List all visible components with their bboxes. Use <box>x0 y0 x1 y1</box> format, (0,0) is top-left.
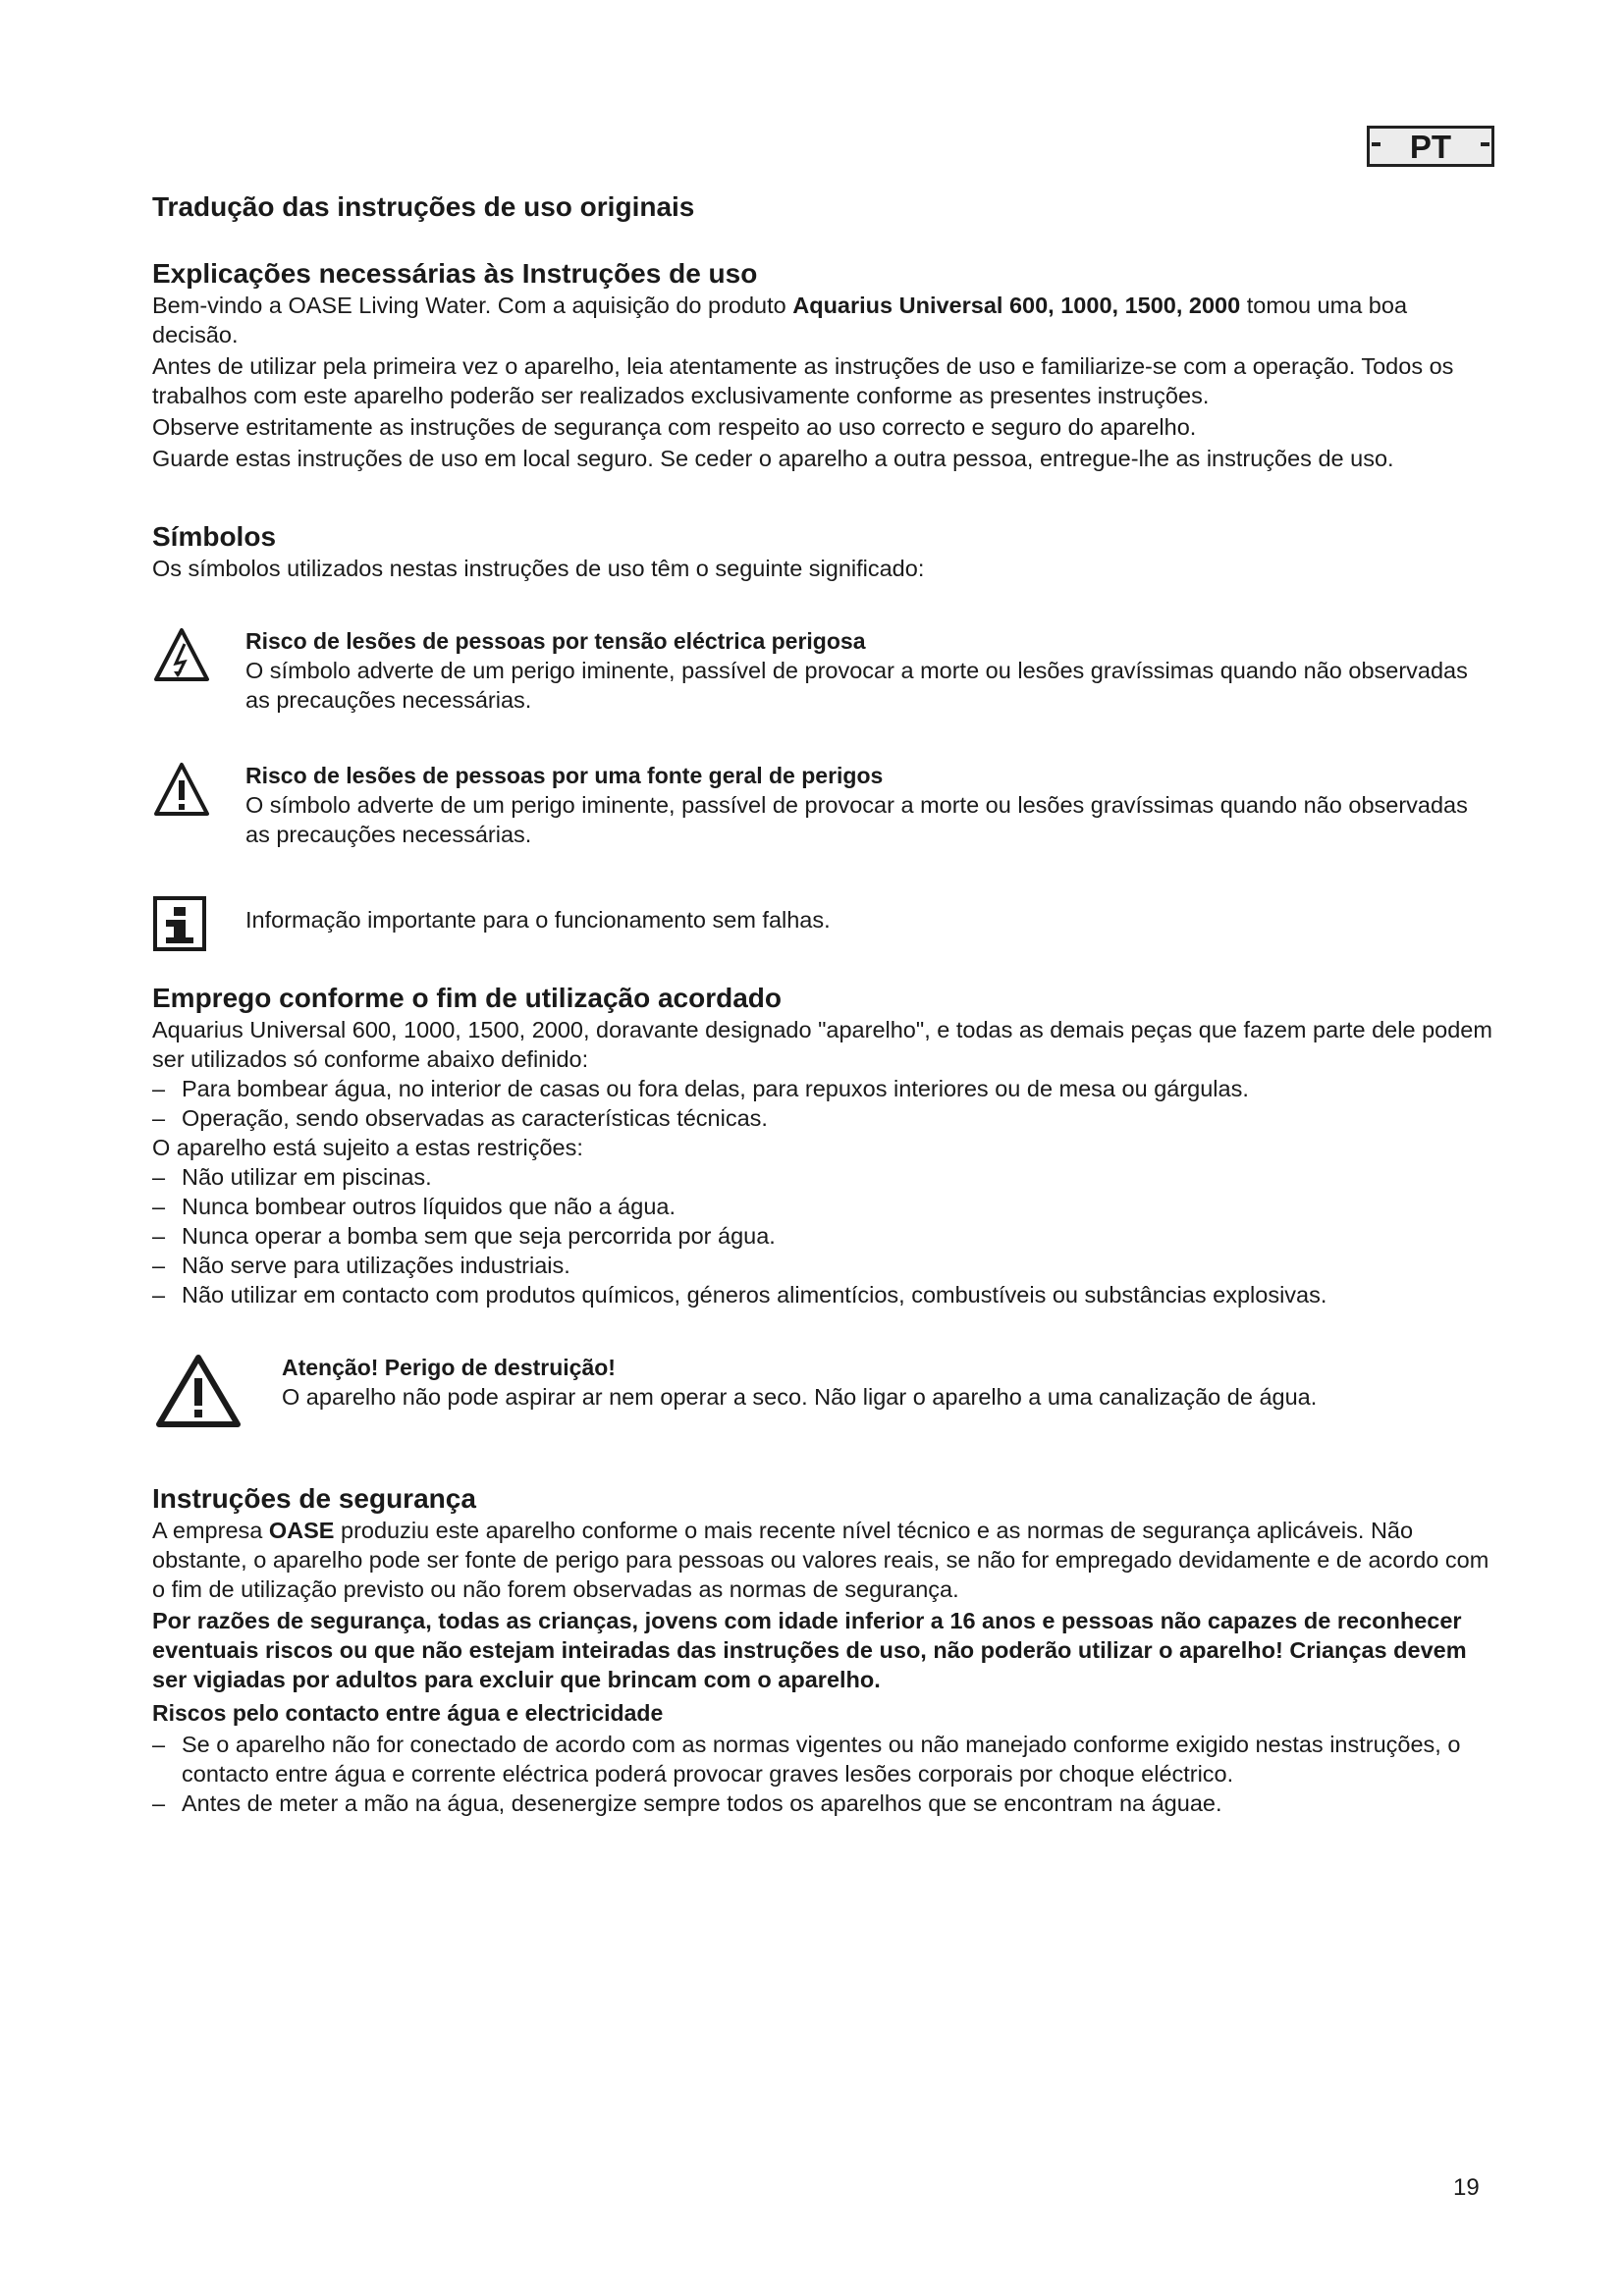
list-item: – Para bombear água, no interior de casas ou fora delas, para repuxos interiores ou de mesa ou gárgulas. <box>152 1074 1497 1103</box>
risks-list <box>152 1730 1497 1818</box>
brand-name: OASE <box>268 1518 335 1543</box>
warning-desc: O aparelho não pode aspirar ar nem operar a seco. Não ligar o aparelho a uma canalização de água. <box>282 1384 1318 1410</box>
seguranca-heading: Instruções de segurança <box>152 1483 476 1514</box>
list-item: – Antes de meter a mão na água, desenergize sempre todos os aparelhos que se encontram na águae. <box>152 1789 1497 1818</box>
uses-list <box>152 1074 1497 1133</box>
list-item: – Se o aparelho não for conectado de acordo com as normas vigentes ou não manejado conforme exigido nestas instruções, o contacto entre água e corrente eléctrica poderá provocar graves lesões corporais por choque eléctrico. <box>152 1730 1497 1789</box>
seguranca-paragraph-2: Por razões de segurança, todas as crianças, jovens com idade inferior a 16 anos e pessoas não capazes de reconhecer eventuais riscos ou que não estejam inteiradas das instruções de uso, não poderão utilizar o aparelho! Crianças devem ser vigiadas por adultos para excluir que brincam com o aparelho. <box>152 1608 1467 1692</box>
seguranca-paragraph-1 <box>152 1516 1497 1604</box>
explicacoes-heading: Explicações necessárias às Instruções de uso <box>152 258 758 289</box>
symbol-row-electric <box>152 626 1497 715</box>
badge-dash-right <box>1481 142 1489 146</box>
list-item: – Operação, sendo observadas as características técnicas. <box>152 1103 1497 1133</box>
language-badge-label: PT <box>1409 129 1452 165</box>
restrictions-intro: O aparelho está sujeito a estas restrições: <box>152 1135 583 1160</box>
seguranca-text-pre: A empresa <box>152 1518 269 1543</box>
risks-subheading: Riscos pelo contacto entre água e electricidade <box>152 1700 664 1726</box>
product-name: Aquarius Universal 600, 1000, 1500, 2000 <box>792 293 1241 318</box>
symbol-text-info <box>245 905 1497 934</box>
symbol-text-electric <box>245 626 1497 715</box>
language-badge <box>1367 126 1494 167</box>
section-explicacoes <box>152 257 1497 473</box>
list-item: – Nunca operar a bomba sem que seja percorrida por água. <box>152 1221 1497 1251</box>
document-title: Tradução das instruções de uso originais <box>152 191 695 222</box>
list-item: – Não utilizar em piscinas. <box>152 1162 1497 1192</box>
emprego-heading: Emprego conforme o fim de utilização acordado <box>152 983 782 1013</box>
list-item: – Não utilizar em contacto com produtos químicos, géneros alimentícios, combustíveis ou substâncias explosivas. <box>152 1280 1497 1309</box>
emprego-intro: Aquarius Universal 600, 1000, 1500, 2000, doravante designado "aparelho", e todas as demais peças que fazem parte dele podem ser utilizados só conforme abaixo definido: <box>152 1017 1492 1072</box>
warning-text <box>282 1353 1497 1412</box>
list-item: – Nunca bombear outros líquidos que não a água. <box>152 1192 1497 1221</box>
electric-hazard-icon <box>152 626 211 683</box>
list-item: – Não serve para utilizações industriais. <box>152 1251 1497 1280</box>
general-hazard-icon <box>152 761 211 818</box>
symbol-row-general <box>152 761 1497 849</box>
symbol-title-general: Risco de lesões de pessoas por uma fonte geral de perigos <box>245 763 884 788</box>
explicacoes-intro <box>152 291 1497 349</box>
badge-dash-left <box>1372 142 1380 146</box>
symbol-desc-info: Informação importante para o funcionamento sem falhas. <box>245 907 831 933</box>
intro-text-pre: Bem-vindo a OASE Living Water. Com a aquisição do produto <box>152 293 793 318</box>
explicacoes-paragraph-4: Guarde estas instruções de uso em local seguro. Se ceder o aparelho a outra pessoa, entregue-lhe as instruções de uso. <box>152 446 1394 471</box>
section-simbolos <box>152 520 1497 583</box>
restrictions-list <box>152 1162 1497 1309</box>
symbol-desc-general: O símbolo adverte de um perigo iminente, passível de provocar a morte ou lesões gravíssimas quando não observadas as precauções necessárias. <box>245 792 1468 847</box>
symbol-desc-electric: O símbolo adverte de um perigo iminente, passível de provocar a morte ou lesões gravíssimas quando não observadas as precauções necessárias. <box>245 658 1468 713</box>
intro-text-post: tomou uma boa decisão. <box>152 293 1408 347</box>
warning-title: Atenção! Perigo de destruição! <box>282 1355 616 1380</box>
simbolos-intro: Os símbolos utilizados nestas instruções de uso têm o seguinte significado: <box>152 556 925 581</box>
warning-destruction <box>152 1353 1497 1441</box>
section-emprego <box>152 982 1497 1309</box>
simbolos-heading: Símbolos <box>152 521 277 552</box>
explicacoes-paragraph-2: Antes de utilizar pela primeira vez o aparelho, leia atentamente as instruções de uso e familiarize-se com a operação. Todos os trabalhos com este aparelho poderão ser realizados exclusivamente conforme as presentes instruções. <box>152 353 1454 408</box>
seguranca-text-post: produziu este aparelho conforme o mais recente nível técnico e as normas de segurança aplicáveis. Não obstante, o aparelho pode ser fonte de perigo para pessoas ou valores reais, se não for empregado devidamente e de acordo com o fim de utilização previsto ou não forem observadas as normas de segurança. <box>152 1518 1489 1602</box>
symbol-text-general <box>245 761 1497 849</box>
symbol-title-electric: Risco de lesões de pessoas por tensão eléctrica perigosa <box>245 628 866 654</box>
section-seguranca <box>152 1482 1497 1818</box>
info-icon <box>152 895 207 952</box>
explicacoes-paragraph-3: Observe estritamente as instruções de segurança com respeito ao uso correcto e seguro do aparelho. <box>152 414 1197 440</box>
page-number: 19 <box>1453 2174 1480 2201</box>
symbol-row-info <box>152 895 1497 954</box>
warning-icon <box>154 1353 243 1429</box>
